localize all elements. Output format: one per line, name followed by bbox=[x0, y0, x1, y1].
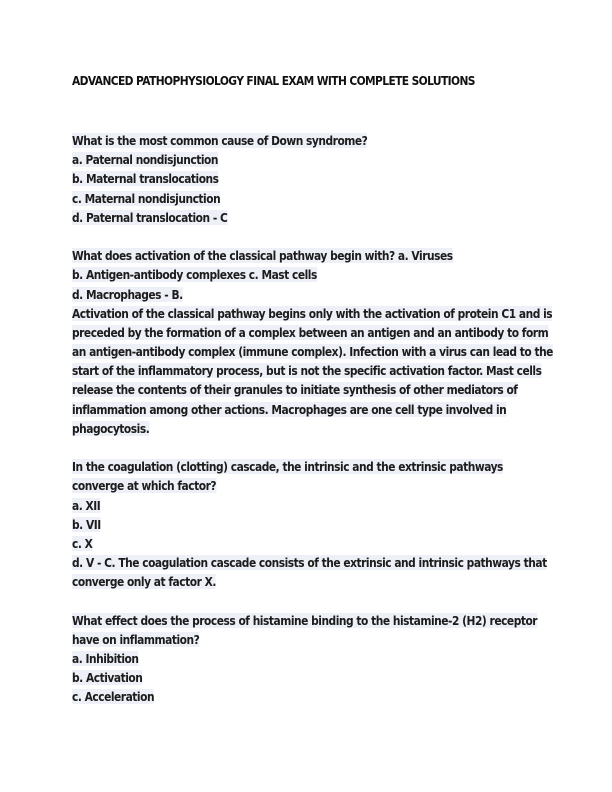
text-line: d. V - C. The coagulation cascade consists of the extrinsic and intrinsic pathways that bbox=[72, 555, 547, 571]
text-line: In the coagulation (clotting) cascade, the intrinsic and the extrinsic pathways bbox=[72, 459, 503, 475]
text-line: What effect does the process of histamine binding to the histamine-2 (H2) receptor bbox=[72, 612, 538, 628]
text-line: converge only at factor X. bbox=[72, 574, 216, 590]
question-block bbox=[72, 246, 612, 438]
question-text bbox=[72, 131, 536, 150]
text-line: preceded by the formation of a complex between an antigen and an antibody to form bbox=[72, 324, 549, 340]
answer-option bbox=[72, 150, 536, 169]
explanation-line bbox=[72, 323, 549, 342]
explanation-line bbox=[72, 419, 536, 438]
text-line: d. Macrophages - B. bbox=[72, 286, 183, 302]
text-line: b. Activation bbox=[72, 670, 143, 686]
question-text bbox=[72, 476, 536, 495]
answer-option bbox=[72, 208, 536, 227]
text-line: Activation of the classical pathway begins only with the activation of protein C1 and is bbox=[72, 305, 553, 321]
question-text bbox=[72, 457, 536, 476]
explanation-line bbox=[72, 380, 536, 399]
text-line: What is the most common cause of Down syndrome? bbox=[72, 133, 368, 148]
answer-option bbox=[72, 189, 536, 208]
block-spacer bbox=[72, 592, 612, 611]
explanation-line bbox=[72, 342, 553, 361]
answer-option bbox=[72, 169, 536, 188]
text-line: What does activation of the classical pathway begin with? a. Viruses bbox=[72, 248, 453, 264]
text-line: start of the inflammatory process, but is not the specific activation factor. Mast cells bbox=[72, 363, 542, 379]
answer-option bbox=[72, 515, 536, 534]
answer-option bbox=[72, 668, 536, 687]
answer-option bbox=[72, 265, 536, 284]
block-spacer bbox=[72, 227, 612, 246]
text-line: b. Antigen-antibody complexes c. Mast cells bbox=[72, 267, 317, 283]
explanation-line bbox=[72, 304, 553, 323]
text-line: c. X bbox=[72, 535, 93, 551]
text-line: phagocytosis. bbox=[72, 420, 150, 436]
answer-option bbox=[72, 496, 536, 515]
text-line: a. Inhibition bbox=[72, 651, 139, 667]
answer-option bbox=[72, 553, 547, 572]
text-line: converge at which factor? bbox=[72, 478, 217, 494]
text-line: a. Paternal nondisjunction bbox=[72, 152, 218, 168]
text-line: an antigen-antibody complex (immune complex). Infection with a virus can lead to the bbox=[72, 344, 553, 360]
question-text bbox=[72, 246, 536, 265]
question-block bbox=[72, 131, 612, 227]
answer-option bbox=[72, 687, 536, 706]
text-line: have on inflammation? bbox=[72, 631, 200, 647]
text-line: b. Maternal translocations bbox=[72, 171, 219, 187]
answer-option bbox=[72, 649, 536, 668]
block-spacer bbox=[72, 438, 612, 457]
document-title: ADVANCED PATHOPHYSIOLOGY FINAL EXAM WITH COMPLETE SOLUTIONS bbox=[72, 73, 475, 88]
text-line: c. Acceleration bbox=[72, 689, 155, 705]
answer-option bbox=[72, 285, 536, 304]
document-body bbox=[72, 131, 612, 707]
explanation-line bbox=[72, 400, 536, 419]
text-line: d. Paternal translocation - C bbox=[72, 209, 228, 225]
text-line: inflammation among other actions. Macrophages are one cell type involved in bbox=[72, 401, 507, 417]
text-line: release the contents of their granules to initiate synthesis of other mediators of bbox=[72, 382, 518, 398]
question-text bbox=[72, 611, 536, 630]
question-block bbox=[72, 611, 612, 707]
text-line: c. Maternal nondisjunction bbox=[72, 190, 221, 206]
answer-option bbox=[72, 534, 536, 553]
text-line: a. XII bbox=[72, 497, 101, 513]
text-line: b. VII bbox=[72, 516, 101, 532]
question-text bbox=[72, 630, 536, 649]
question-block bbox=[72, 457, 612, 591]
explanation-line bbox=[72, 572, 536, 591]
explanation-line bbox=[72, 361, 542, 380]
